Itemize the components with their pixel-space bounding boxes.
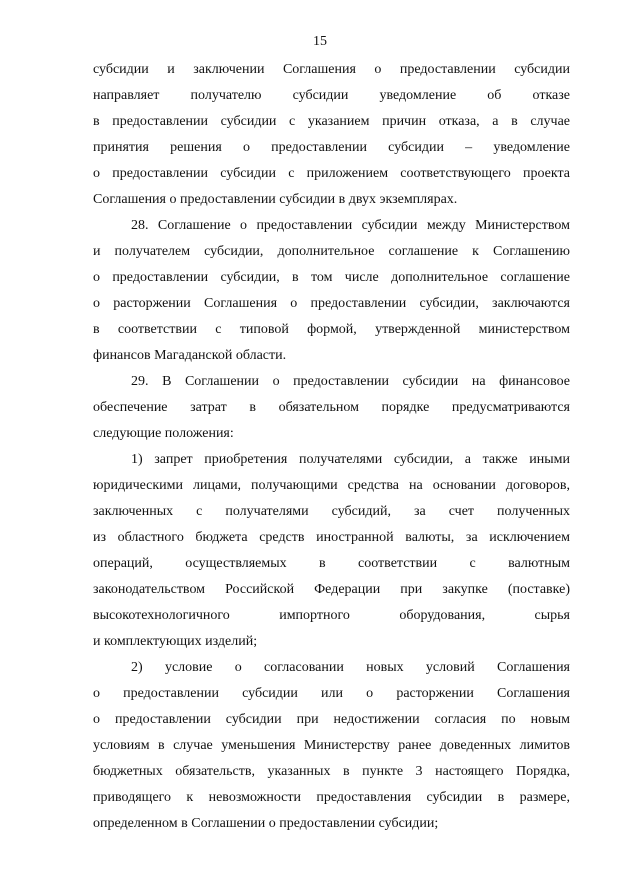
text-line: 29. В Соглашении о предоставлении субсидии на финансовое xyxy=(131,374,570,389)
text-line: и получателем субсидии, дополнительное соглашение к Соглашению xyxy=(93,244,570,259)
page-number: 15 xyxy=(313,34,327,49)
paragraph-continuation xyxy=(93,57,570,213)
text-line: направляет получателю субсидии уведомление об отказе xyxy=(93,88,570,103)
text-line: принятия решения о предоставлении субсидии – уведомление xyxy=(93,140,570,155)
document-body xyxy=(93,57,570,837)
text-line: из областного бюджета средств иностранной валюты, за исключением xyxy=(93,530,570,545)
text-line: в предоставлении субсидии с указанием причин отказа, а в случае xyxy=(93,114,570,129)
text-line: приводящего к невозможности предоставления субсидии в размере, xyxy=(93,790,570,805)
text-line: субсидии и заключении Соглашения о предоставлении субсидии xyxy=(93,62,570,77)
text-line: заключенных с получателями субсидий, за счет полученных xyxy=(93,504,570,519)
text-line: следующие положения: xyxy=(93,426,234,441)
text-line: финансов Магаданской области. xyxy=(93,348,287,363)
text-line: о расторжении Соглашения о предоставлении субсидии, заключаются xyxy=(93,296,570,311)
text-line: в соответствии с типовой формой, утвержденной министерством xyxy=(93,322,570,337)
text-line: и комплектующих изделий; xyxy=(93,634,258,649)
list-item-1 xyxy=(93,447,570,655)
paragraph-29 xyxy=(93,369,570,447)
text-line: 1) запрет приобретения получателями субсидии, а также иными xyxy=(131,452,570,467)
text-line: операций, осуществляемых в соответствии с валютным xyxy=(93,556,570,571)
text-line: о предоставлении субсидии с приложением соответствующего проекта xyxy=(93,166,570,181)
text-line: высокотехнологичного импортного оборудования, сырья xyxy=(93,608,570,623)
text-line: о предоставлении субсидии, в том числе дополнительное соглашение xyxy=(93,270,570,285)
list-item-2 xyxy=(93,655,570,837)
text-line: законодательством Российской Федерации при закупке (поставке) xyxy=(93,582,570,597)
text-line: обеспечение затрат в обязательном порядке предусматриваются xyxy=(93,400,570,415)
text-line: условиям в случае уменьшения Министерству ранее доведенных лимитов xyxy=(93,738,570,753)
text-line: Соглашения о предоставлении субсидии в двух экземплярах. xyxy=(93,192,458,207)
paragraph-28 xyxy=(93,213,570,369)
text-line: 2) условие о согласовании новых условий Соглашения xyxy=(131,660,570,675)
text-line: определенном в Соглашении о предоставлении субсидии; xyxy=(93,816,439,831)
text-line: о предоставлении субсидии при недостижении согласия по новым xyxy=(93,712,570,727)
text-line: о предоставлении субсидии или о расторжении Соглашения xyxy=(93,686,570,701)
text-line: юридическими лицами, получающими средства на основании договоров, xyxy=(93,478,570,493)
text-line: бюджетных обязательств, указанных в пункте 3 настоящего Порядка, xyxy=(93,764,570,779)
text-line: 28. Соглашение о предоставлении субсидии между Министерством xyxy=(131,218,570,233)
